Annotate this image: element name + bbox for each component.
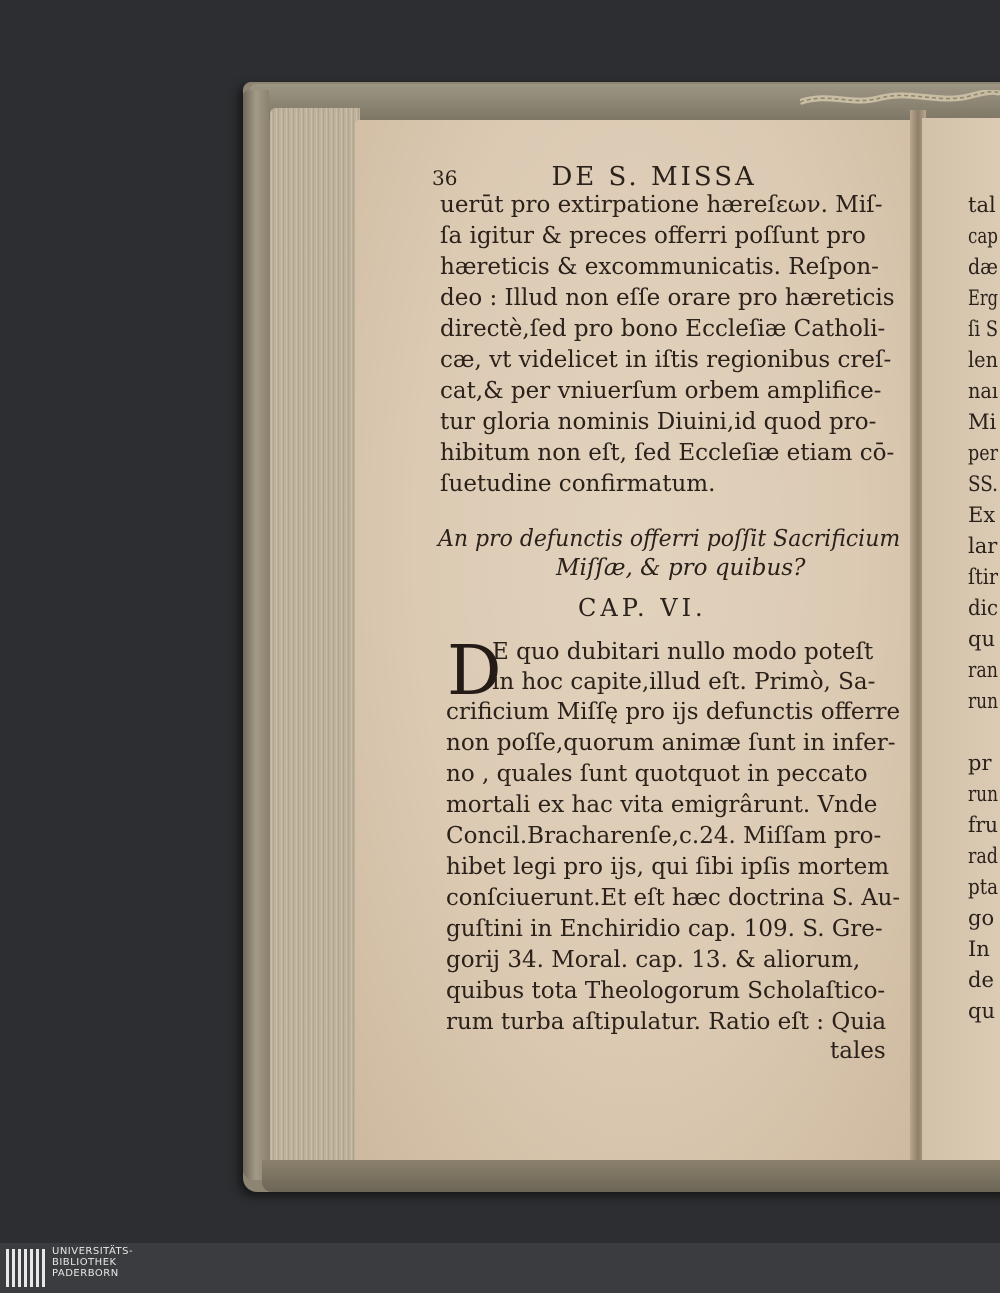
text-line: conſciuerunt.Et eſt hæc doctrina S. Au- [446, 885, 901, 911]
right-page-line-fragment: dic [968, 596, 999, 620]
right-page-line-fragment: dæ [968, 255, 999, 279]
body-first-line: E quo dubitari nullo modo poteſt [492, 639, 874, 665]
text-line: rum turba aſtipulatur. Ratio eſt : Quia [446, 1009, 887, 1035]
text-line: crificium Miſſę pro ijs defunctis offerre [446, 699, 901, 725]
right-page-line-fragment: qu [968, 999, 995, 1023]
text-line: mortali ex hac vita emigrârunt. Vnde [446, 792, 878, 818]
right-page-line-fragment: cap [968, 224, 998, 248]
logo-line-1: UNIVERSITÄTS- [52, 1246, 134, 1257]
footer-bar [0, 1243, 1000, 1293]
text-line: Concil.Bracharenſe,c.24. Miſſam pro- [446, 823, 882, 849]
text-line: ſa igitur & preces offerri poſſunt pro [440, 223, 866, 249]
running-title: DE S. MISSA [551, 162, 757, 192]
right-page-line-fragment: fru [968, 813, 998, 837]
right-page-line-fragment: ſi S [968, 317, 999, 341]
text-line: hibet legi pro ijs, qui ſibi ipſis mortem [446, 854, 890, 880]
binding-cord-icon [800, 90, 1000, 108]
right-page-line-fragment: Ex [968, 503, 996, 527]
chapter-heading: CAP. VI. [578, 594, 707, 622]
question-heading-line-1: An pro defunctis offerri poſſit Sacrificium [438, 526, 901, 552]
right-page-line-fragment: rad [968, 844, 999, 868]
logo-line-2: BIBLIOTHEK [52, 1257, 117, 1268]
right-page-line-fragment: Mi [968, 410, 997, 434]
text-line: guſtini in Enchiridio cap. 109. S. Gre- [446, 916, 883, 942]
text-line: no , quales ſunt quotquot in peccato [446, 761, 868, 787]
question-heading-line-2: Miſſæ, & pro quibus? [556, 555, 806, 581]
text-line: cat,& per vniuerſum orbem amplifice- [440, 378, 882, 404]
page-number: 36 [432, 166, 458, 190]
text-line: uerūt pro extirpatione hæreſεων. Miſ- [440, 192, 883, 218]
right-page-line-fragment: ran [968, 658, 998, 682]
text-line: deo : Illud non eſſe orare pro hæreticis [440, 285, 895, 311]
book-cover-bottom-edge [262, 1160, 1000, 1192]
logo-line-3: PADERBORN [52, 1268, 119, 1279]
right-page-line-fragment: SS. [968, 472, 999, 496]
text-line: ſuetudine confirmatum. [440, 471, 716, 497]
right-page-line-fragment: run [968, 782, 999, 806]
right-page-line-fragment: go [968, 906, 995, 930]
library-logo-icon [6, 1247, 46, 1289]
right-page-line-fragment: pr [968, 751, 992, 775]
right-page-line-fragment: len [968, 348, 998, 372]
catchword: tales [830, 1038, 886, 1064]
body-second-line: in hoc capite,illud eſt. Primò, Sa- [492, 669, 876, 695]
text-line: gorij 34. Moral. cap. 13. & aliorum, [446, 947, 861, 973]
text-line: hæreticis & excommunicatis. Reſpon- [440, 254, 879, 280]
right-page-line-fragment: per [968, 441, 998, 465]
right-page-line-fragment: de [968, 968, 994, 992]
right-page-line-fragment: lar [968, 534, 998, 558]
right-page-line-fragment: run [968, 689, 999, 713]
right-page-line-fragment: pta [968, 875, 999, 899]
book-spine-edge [243, 90, 269, 1180]
right-page-line-fragment: ſtir [968, 565, 999, 589]
right-page-line-fragment: qu [968, 627, 995, 651]
text-line: cæ, vt videlicet in iſtis regionibus creſ- [440, 347, 892, 373]
drop-capital: D [447, 632, 502, 711]
right-page-line-fragment: naı [968, 379, 999, 403]
text-line: quibus tota Theologorum Scholaſtico- [446, 978, 886, 1004]
running-header [432, 162, 757, 192]
right-page-line-fragment: Erg [968, 286, 999, 310]
text-line: tur gloria nominis Diuini,id quod pro- [440, 409, 877, 435]
right-page-line-fragment: In [968, 937, 990, 961]
page-edges [270, 108, 360, 1168]
text-line: hibitum non eſt, ſed Eccleſiæ etiam cō- [440, 440, 895, 466]
library-logo-text [52, 1246, 133, 1279]
right-page-line-fragment: tal [968, 193, 996, 217]
text-line: directè,ſed pro bono Eccleſiæ Catholi- [440, 316, 886, 342]
text-line: non poſſe,quorum animæ ſunt in infer- [446, 730, 896, 756]
